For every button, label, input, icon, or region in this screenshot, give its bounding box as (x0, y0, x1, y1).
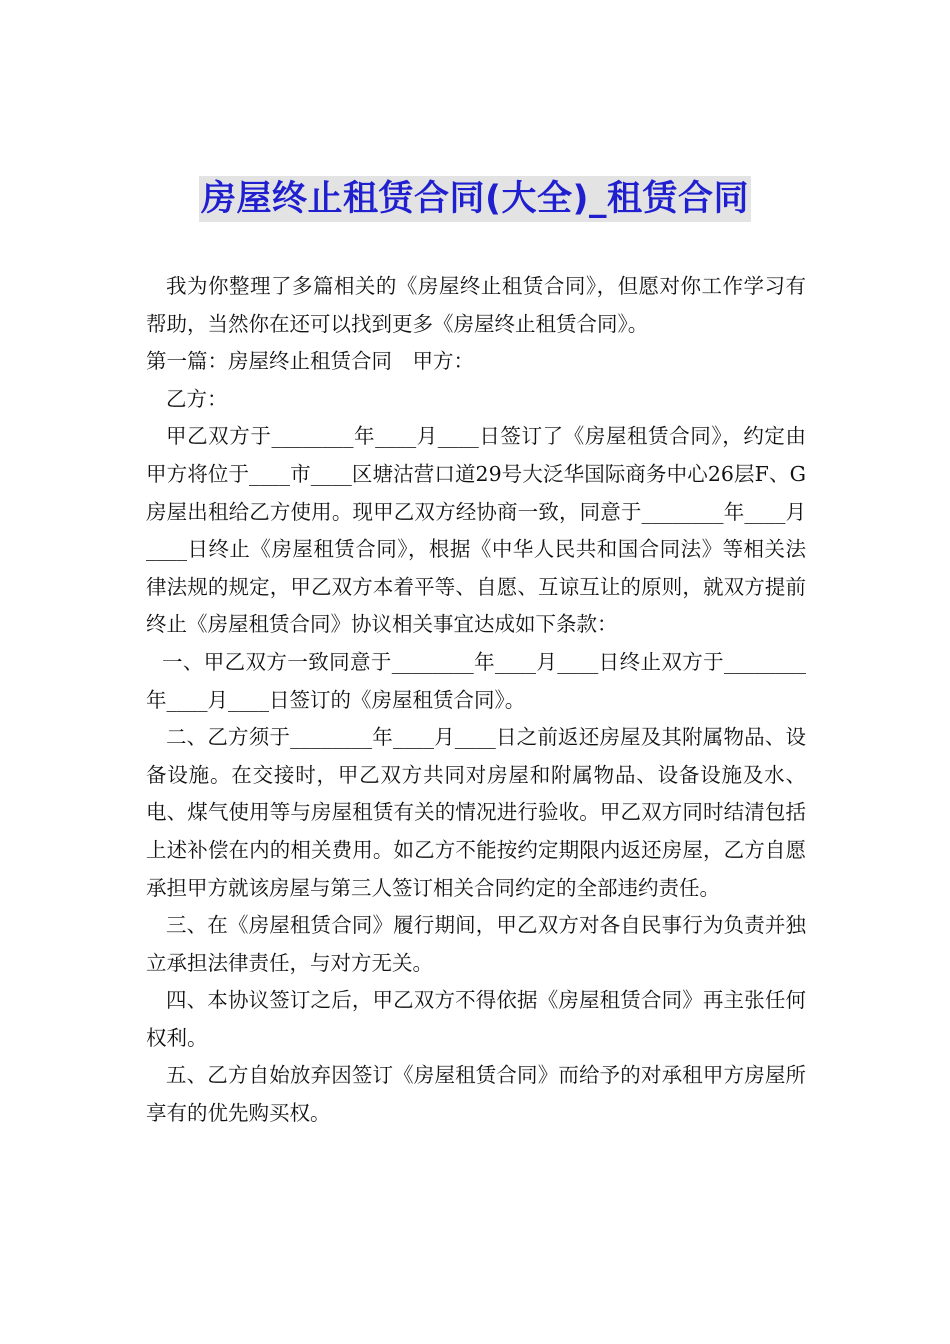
clause-5: 五、乙方自始放弃因签订《房屋租赁合同》而给予的对承租甲方房屋所享有的优先购买权。 (146, 1063, 806, 1126)
clause-2: 二、乙方须于________年____月____日之前返还房屋及其附属物品、设备设施。在交接时，甲乙双方共同对房屋和附属物品、设备设施及水、电、煤气使用等与房屋租赁有关的情况进行验收。甲乙双方同时结清包括上述补偿在内的相关费用。如乙方不能按约定期限内返还房屋，乙方自愿承担甲方就该房屋与第三人签订相关合同约定的全部违约责任。 (146, 725, 806, 900)
chapter-heading: 第一篇：房屋终止租赁合同 甲方： (146, 349, 474, 374)
preamble-paragraph: 甲乙双方于________年____月____日签订了《房屋租赁合同》，约定由甲方将位于____市____区塘沽营口道29号大泛华国际商务中心26层F、G房屋出租给乙方使用。现甲乙双方经协商一致，同意于________年____月____日终止《房屋租赁合同》，根据《中华人民共和国合同法》等相关法律法规的规定，甲乙双方本着平等、自愿、互谅互让的原则，就双方提前终止《房屋租赁合同》协议相关事宜达成如下条款： (146, 424, 806, 637)
clause-1: 一、甲乙双方一致同意于________年____月____日终止双方于________年____月____日签订的《房屋租赁合同》。 (146, 649, 806, 712)
document-title: 房屋终止租赁合同(大全)_租赁合同 (199, 176, 751, 222)
clause-4: 四、本协议签订之后，甲乙双方不得依据《房屋租赁合同》再主张任何权利。 (146, 988, 806, 1050)
party-b-line: 乙方： (166, 386, 228, 411)
title-container (0, 176, 950, 222)
clause-3: 三、在《房屋租赁合同》履行期间，甲乙双方对各自民事行为负责并独立承担法律责任，与对方无关。 (146, 913, 806, 975)
intro-paragraph: 我为你整理了多篇相关的《房屋终止租赁合同》，但愿对你工作学习有帮助，当然你在还可以找到更多《房屋终止租赁合同》。 (146, 274, 806, 336)
document-body (146, 268, 806, 1133)
